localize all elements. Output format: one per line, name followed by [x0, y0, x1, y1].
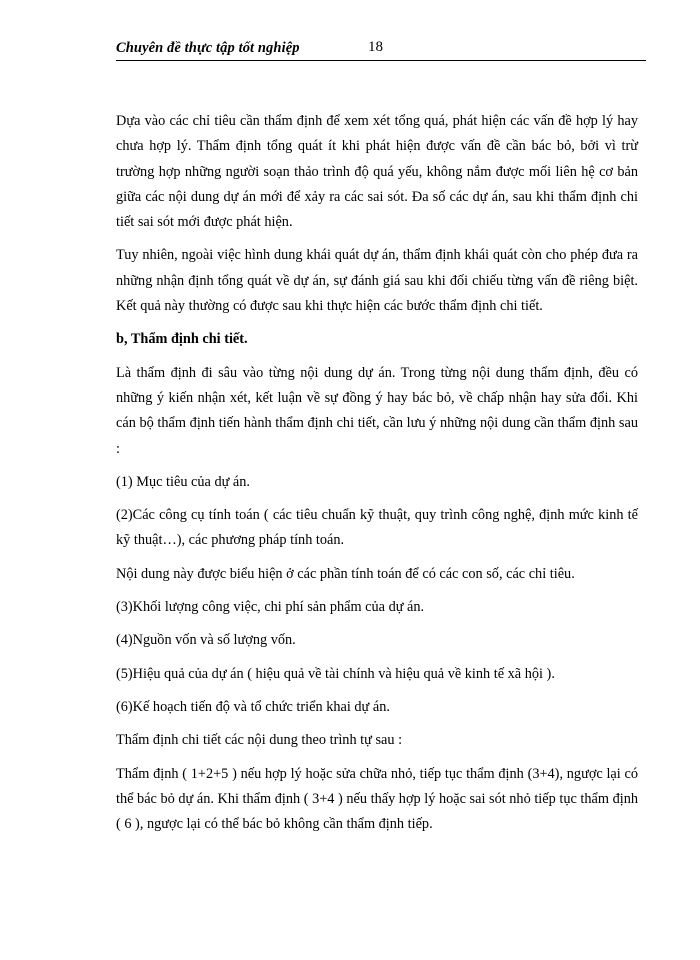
- list-item: (2)Các công cụ tính toán ( các tiêu chuẩn kỹ thuật, quy trình công nghệ, định mức kinh tế kỹ thuật…), các phương pháp tính toán.: [116, 507, 638, 549]
- page-number: 18: [368, 39, 383, 55]
- page-header: [116, 38, 646, 61]
- list-item: (4)Nguồn vốn và số lượng vốn.: [116, 632, 296, 649]
- list-item: (5)Hiệu quả của dự án ( hiệu quả về tài chính và hiệu quả về kinh tế xã hội ).: [116, 665, 555, 682]
- list-item: (6)Kế hoạch tiến độ và tổ chức triển khai dự án.: [116, 698, 390, 715]
- paragraph: Dựa vào các chỉ tiêu cần thẩm định để xem xét tổng quá, phát hiện các vấn đề hợp lý hay chưa hợp lý. Thẩm định tổng quát ít khi phát hiện được vấn đề cần bác bỏ, bởi vì trừ trường hợp những người soạn thảo trình độ quá yếu, không nắm được mối liên hệ cơ bản giữa các nội dung dự án mới để xảy ra các sai sót. Đa số các dự án, sau khi thẩm định chi tiết sai sót mới được phát hiện.: [116, 113, 638, 231]
- paragraph: Thẩm định chi tiết các nội dung theo trình tự sau :: [116, 732, 403, 749]
- document-body: [116, 109, 638, 845]
- list-item: (1) Mục tiêu của dự án.: [116, 473, 250, 490]
- section-heading: b, Thẩm định chi tiết.: [116, 331, 248, 348]
- list-item: (3)Khối lượng công việc, chi phí sản phẩm của dự án.: [116, 599, 425, 616]
- paragraph: Nội dung này được biểu hiện ở các phần tính toán để có các con số, các chỉ tiêu.: [116, 565, 575, 582]
- paragraph: Tuy nhiên, ngoài việc hình dung khái quát dự án, thẩm định khái quát còn cho phép đưa ra những nhận định tổng quát về dự án, sự đánh giá sau khi đối chiếu từng vấn đề riêng biệt. Kết quả này thường có được sau khi thực hiện các bước thẩm định chi tiết.: [116, 247, 638, 315]
- paragraph: Là thẩm định đi sâu vào từng nội dung dự án. Trong từng nội dung thẩm định, đều có những ý kiến nhận xét, kết luận về sự đồng ý hay bác bỏ, về chấp nhận hay sửa đổi. Khi cán bộ thẩm định tiến hành thẩm định chi tiết, cần lưu ý những nội dung cần thẩm định sau :: [116, 364, 638, 457]
- paragraph: Thẩm định ( 1+2+5 ) nếu hợp lý hoặc sửa chữa nhỏ, tiếp tục thẩm định (3+4), ngược lại có thể bác bỏ dự án. Khi thẩm định ( 3+4 ) nếu thấy hợp lý hoặc sai sót nhỏ tiếp tục thẩm định ( 6 ), ngược lại có thể bác bỏ không cần thẩm định tiếp.: [116, 765, 638, 833]
- header-title: Chuyên đề thực tập tốt nghiệp: [116, 40, 300, 56]
